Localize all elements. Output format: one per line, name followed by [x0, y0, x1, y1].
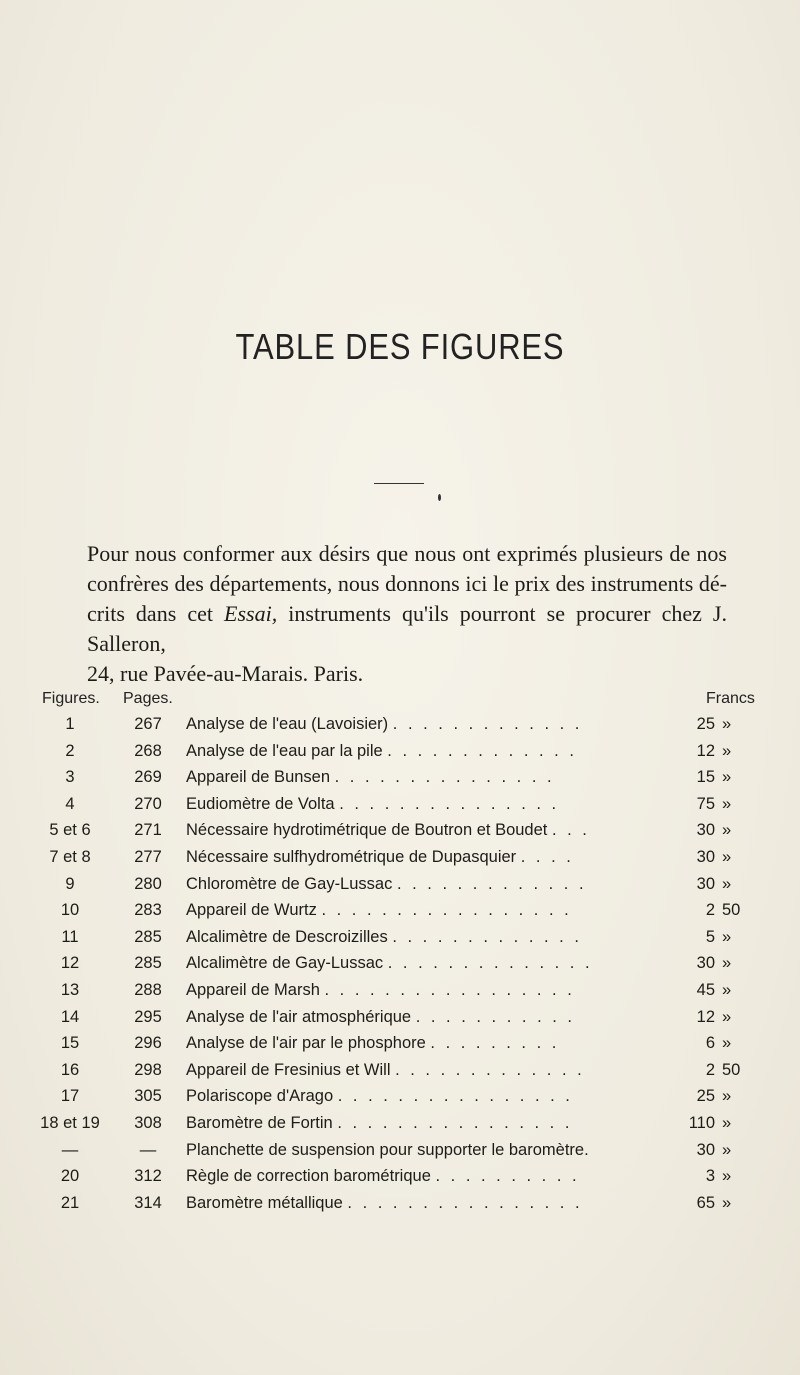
instrument-name: Chloromètre de Gay-Lussac — [186, 874, 393, 893]
table-row — [0, 1167, 800, 1193]
dot-leader: . . . . . . . . . . . . . . . . . — [324, 981, 575, 999]
instrument-name: Analyse de l'air par le phosphore — [186, 1034, 426, 1053]
figure-number: 1 — [65, 715, 75, 733]
table-row — [0, 742, 800, 768]
dot-leader: . . . . . . . . . . . . . . . . — [337, 1114, 573, 1132]
ink-speck — [438, 494, 441, 501]
price-centimes: 50 — [722, 1060, 741, 1079]
intro-line-4: 24, rue Pavée-au-Marais. Paris. — [87, 661, 364, 686]
instrument-title — [186, 821, 641, 840]
page-number: 298 — [134, 1060, 162, 1079]
figure-number: 11 — [61, 927, 79, 946]
instrument-name: Appareil de Marsh — [186, 981, 320, 999]
intro-text: instruments qu'ils pourront se procurer chez J. Salleron, — [87, 601, 727, 656]
price-centimes: » — [722, 741, 732, 760]
table-row — [0, 795, 800, 821]
figure-number: 18 et 19 — [40, 1114, 100, 1132]
page-title: TABLE DES FIGURES — [235, 326, 565, 367]
table-row — [0, 1141, 800, 1167]
instrument-title — [186, 901, 641, 920]
page-number: 305 — [134, 1087, 162, 1106]
table-row — [0, 981, 800, 1007]
price-francs: 3 — [705, 1167, 715, 1186]
page-number: 270 — [134, 794, 162, 813]
figure-number: 16 — [60, 1060, 80, 1079]
page-number: 280 — [134, 874, 162, 893]
instrument-name: Polariscope d'Arago — [186, 1087, 334, 1106]
price-centimes: » — [722, 794, 732, 813]
table-row — [0, 928, 800, 954]
page-number: — — [139, 1140, 157, 1159]
instrument-title — [186, 1167, 641, 1186]
dot-leader: . . . . . . . . . — [430, 1034, 560, 1053]
table-row — [0, 901, 800, 927]
instrument-name: Analyse de l'eau par la pile — [186, 741, 383, 760]
price-francs: 2 — [705, 1060, 715, 1079]
figure-number: 21 — [60, 1193, 80, 1212]
instrument-name: Planchette de suspension pour supporter le baromètre. — [186, 1140, 589, 1159]
price-centimes: » — [722, 1114, 732, 1132]
price-francs: 30 — [696, 1140, 715, 1159]
price-francs: 2 — [705, 901, 715, 920]
price-francs: 25 — [696, 1087, 715, 1106]
instrument-title — [186, 875, 641, 894]
dot-leader: . . . . . . . . . . . . . — [387, 741, 577, 760]
instrument-name: Eudiomètre de Volta — [186, 794, 335, 813]
instrument-name: Appareil de Fresinius et Will — [186, 1060, 391, 1079]
intro-italic-title: Essai, — [224, 601, 278, 626]
figure-number: 17 — [60, 1087, 80, 1106]
instrument-title — [186, 1008, 641, 1027]
table-row — [0, 768, 800, 794]
price-centimes: » — [722, 1007, 732, 1026]
page-number: 277 — [134, 848, 162, 866]
dot-leader: . . . . . . . . . . . . . . . . . — [321, 901, 572, 920]
price-francs: 30 — [696, 954, 715, 973]
figure-number: 5 et 6 — [49, 821, 91, 840]
dot-leader: . . . . . . . . . . — [435, 1167, 580, 1186]
price-centimes: » — [722, 981, 732, 999]
instrument-name: Analyse de l'eau (Lavoisier) — [186, 715, 389, 733]
figure-number: 9 — [65, 874, 75, 893]
table-row — [0, 1061, 800, 1087]
instrument-name: Nécessaire sulfhydrométrique de Dupasquier — [186, 848, 517, 866]
price-francs: 30 — [696, 821, 715, 840]
page-number: 314 — [134, 1193, 162, 1212]
dot-leader: . . . . . . . . . . . . . . . — [339, 794, 560, 813]
header-pages: Pages. — [123, 690, 173, 707]
table-row — [0, 1034, 800, 1060]
intro-line-2: confrères des départements, nous donnons ici le prix des instruments dé- — [87, 571, 727, 596]
page-number: 267 — [134, 715, 162, 733]
page-number: 288 — [134, 981, 162, 999]
instrument-name: Baromètre métallique — [186, 1193, 343, 1212]
page-number: 295 — [134, 1007, 162, 1026]
price-centimes: » — [722, 1167, 732, 1186]
page-number: 312 — [134, 1167, 162, 1186]
instrument-title — [186, 715, 641, 734]
figure-number: 3 — [65, 768, 75, 787]
instrument-title — [186, 768, 641, 787]
price-francs: 12 — [696, 741, 715, 760]
table-row — [0, 848, 800, 874]
header-francs: Francs — [706, 690, 755, 707]
dot-leader: . . . . . . . . . . . — [415, 1007, 575, 1026]
instrument-name: Nécessaire hydrotimétrique de Boutron et Boudet — [186, 821, 548, 840]
instrument-name: Appareil de Wurtz — [186, 901, 317, 920]
instrument-title — [186, 1141, 641, 1160]
dot-leader: . . . . . . . . . . . . . — [395, 1060, 585, 1079]
figure-number: 4 — [65, 794, 75, 813]
instrument-title — [186, 742, 641, 761]
price-centimes: » — [722, 927, 732, 946]
table-row — [0, 875, 800, 901]
page-number: 308 — [134, 1114, 162, 1132]
dot-leader: . . . . . . . . . . . . . . . — [334, 768, 555, 787]
instrument-name: Alcalimètre de Descroizilles — [186, 927, 388, 946]
instrument-title — [186, 795, 641, 814]
instrument-name: Baromètre de Fortin — [186, 1114, 333, 1132]
page-number: 268 — [134, 741, 162, 760]
instrument-title — [186, 1194, 641, 1213]
price-francs: 6 — [705, 1034, 715, 1053]
header-figures: Figures. — [42, 690, 100, 707]
page-number: 296 — [134, 1034, 162, 1053]
figure-number: 13 — [60, 981, 80, 999]
price-francs: 45 — [696, 981, 715, 999]
page-number: 271 — [134, 821, 162, 840]
price-centimes: » — [722, 954, 732, 973]
instrument-title — [186, 981, 641, 1000]
price-centimes: 50 — [722, 901, 741, 920]
figure-number: — — [61, 1140, 79, 1159]
table-row — [0, 821, 800, 847]
table-row — [0, 715, 800, 741]
instrument-title — [186, 1034, 641, 1053]
price-centimes: » — [722, 1140, 732, 1159]
instrument-name: Analyse de l'air atmosphérique — [186, 1007, 412, 1026]
intro-paragraph — [87, 539, 727, 689]
price-centimes: » — [722, 1034, 732, 1053]
price-centimes: » — [722, 874, 732, 893]
instrument-title — [186, 954, 641, 973]
instrument-title — [186, 1114, 641, 1133]
price-francs: 15 — [696, 768, 715, 787]
page-number: 285 — [134, 927, 162, 946]
title-rule — [374, 483, 424, 484]
intro-text: crits dans cet — [87, 601, 225, 626]
price-centimes: » — [722, 715, 732, 733]
dot-leader: . . . . . . . . . . . . . — [392, 927, 582, 946]
page-number: 269 — [134, 768, 162, 787]
dot-leader: . . . . . . . . . . . . . — [392, 715, 583, 733]
intro-line-3 — [87, 599, 727, 659]
instrument-title — [186, 848, 641, 867]
instrument-title — [186, 1061, 641, 1080]
instrument-name: Alcalimètre de Gay-Lussac — [186, 954, 384, 973]
table-row — [0, 1114, 800, 1140]
dot-leader: . . . . . . . . . . . . . . . . — [347, 1193, 583, 1212]
dot-leader: . . . . . . . . . . . . . . . . — [337, 1087, 573, 1106]
dot-leader: . . . — [551, 821, 590, 840]
price-centimes: » — [722, 768, 732, 787]
dot-leader: . . . . . . . . . . . . . . — [387, 954, 593, 973]
figure-number: 20 — [60, 1167, 80, 1186]
page-number: 285 — [134, 954, 162, 973]
instrument-name: Règle de correction barométrique — [186, 1167, 431, 1186]
intro-line-1: Pour nous conformer aux désirs que nous ont exprimés plusieurs de nos — [87, 541, 727, 566]
price-francs: 75 — [696, 794, 715, 813]
dot-leader: . . . . — [520, 848, 574, 866]
instrument-title — [186, 1087, 641, 1106]
figure-number: 2 — [65, 741, 75, 760]
table-row — [0, 1087, 800, 1113]
price-francs: 12 — [696, 1007, 715, 1026]
price-francs: 5 — [705, 927, 715, 946]
price-francs: 110 — [688, 1114, 715, 1132]
figure-number: 14 — [60, 1007, 80, 1026]
figure-number: 10 — [60, 901, 80, 920]
table-row — [0, 1194, 800, 1220]
table-row — [0, 954, 800, 980]
price-centimes: » — [722, 1087, 732, 1106]
figure-number: 7 et 8 — [49, 848, 91, 866]
figure-number: 15 — [60, 1034, 80, 1053]
price-centimes: » — [722, 821, 732, 840]
figure-number: 12 — [60, 954, 80, 973]
price-francs: 30 — [696, 848, 715, 866]
price-francs: 25 — [696, 715, 715, 733]
price-centimes: » — [722, 848, 732, 866]
instrument-title — [186, 928, 641, 947]
table-row — [0, 1008, 800, 1034]
price-francs: 65 — [696, 1193, 715, 1212]
instrument-name: Appareil de Bunsen — [186, 768, 331, 787]
page-number: 283 — [134, 901, 162, 920]
price-francs: 30 — [696, 874, 715, 893]
price-centimes: » — [722, 1193, 732, 1212]
dot-leader: . . . . . . . . . . . . . — [396, 874, 587, 893]
